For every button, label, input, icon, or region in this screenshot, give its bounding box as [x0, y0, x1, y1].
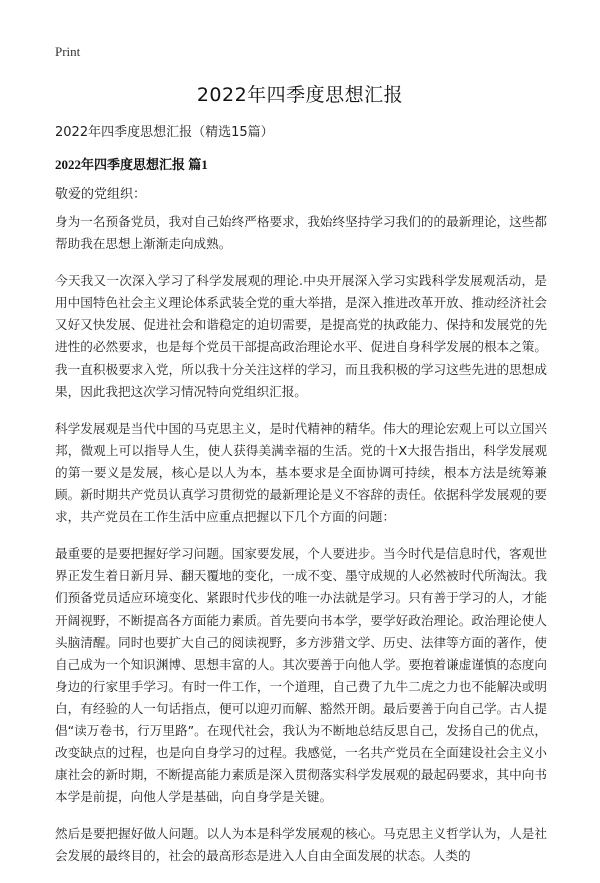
- paragraph-5: 然后是要把握好做人问题。以人为本是科学发展观的核心。马克思主义哲学认为，人是社会发展的最终目的，社会的最高形态是进入人自由全面发展的状态。人类的: [55, 826, 547, 864]
- paragraph-3: 科学发展观是当代中国的马克思主义，是时代精神的精华。伟大的理论宏观上可以立国兴邦，微观上可以指导人生，使人获得美满幸福的生活。党的十X大报告指出，科学发展观的第一要义是发展，核心是以人为本，基本要求是全面协调可持续，根本方法是统筹兼顾。新时期共产党员认真学习贯彻党的最新理论是义不容辞的责任。依据科学发展观的要求，共产党员在工作生活中应重点把握以下几个方面的问题：: [55, 420, 547, 525]
- document-body: [55, 211, 547, 883]
- document-subtitle: 2022年四季度思想汇报（精选15篇）: [55, 125, 274, 140]
- section-heading: 2022年四季度思想汇报 篇1: [55, 157, 208, 172]
- paragraph-4: 最重要的是要把握好学习问题。国家要发展，个人要进步。当今时代是信息时代，客观世界正发生着日新月异、翻天覆地的变化，一成不变、墨守成规的人必然被时代所淘汰。我们预备党员适应环境变化、紧跟时代步伐的唯一办法就是学习。只有善于学习的人，才能开阔视野，不断提高各方面能力素质。首先要向书本学，要学好政治理论。政治理论使人头脑清醒。同时也要扩大自己的阅读视野，多方涉猎文学、历史、法律等方面的著作，使自己成为一个知识渊博、思想丰富的人。其次要善于向他人学。要抱着谦虚谨慎的态度向身边的行家里手学习。有时一件工作，一个道理，自己费了九牛二虎之力也不能解决或明白，有经验的人一句话指点，便可以迎刃而解、豁然开朗。最后要善于向自己学。古人提倡“读万卷书，行万里路”。在现代社会，我认为不断地总结反思自己，发扬自己的优点，改变缺点的过程，也是向自身学习的过程。我感觉，一名共产党员在全面建设社会主义小康社会的新时期，不断提高能力素质是深入贯彻落实科学发展观的最起码要求，其中向书本学是前提，向他人学是基础，向自身学是关键。: [55, 546, 547, 805]
- print-label[interactable]: Print: [55, 44, 81, 59]
- document-title: 2022年四季度思想汇报: [196, 84, 404, 106]
- paragraph-1: 身为一名预备党员，我对自己始终严格要求，我始终坚持学习我们的的最新理论，这些都帮助我在思想上渐渐走向成熟。: [55, 214, 547, 252]
- greeting-line: 敬爱的党组织：: [55, 187, 147, 202]
- paragraph-2: 今天我又一次深入学习了科学发展观的理论.中央开展深入学习实践科学发展观活动，是用中国特色社会主义理论体系武装全党的重大举措，是深入推进改革开放、推动经济社会又好又快发展、促进社会和谐稳定的迫切需要，是提高党的执政能力、保持和发展党的先进性的必然要求，也是每个党员干部提高政治理论水平、促进自身科学发展的根本之策。我一直积极要求入党，所以我十分关注这样的学习，而且我积极的学习这些先进的思想成果，因此我把这次学习情况特向党组织汇报。: [55, 273, 547, 399]
